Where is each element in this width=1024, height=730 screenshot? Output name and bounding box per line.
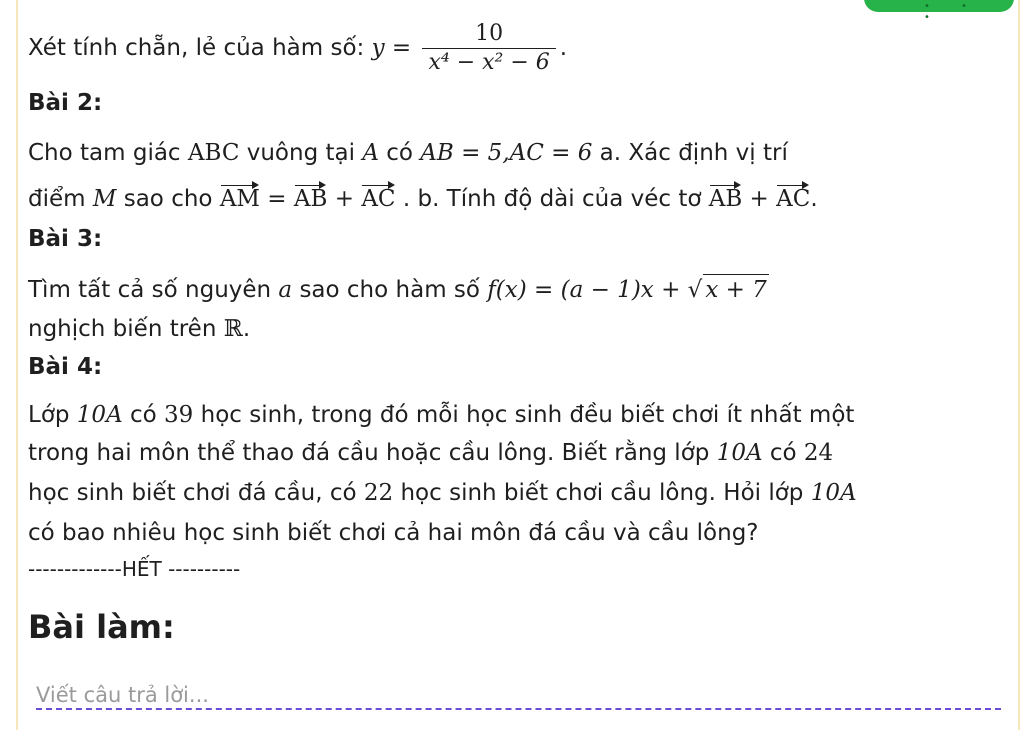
math-a: a [278,277,293,303]
end-marker: -------------HẾT ---------- [28,557,241,581]
text: học sinh, trong đó mỗi học sinh đều biết chơi ít nhất một [193,402,855,428]
bai2-line2 [28,184,818,214]
bai3-line1 [28,274,769,305]
text: điểm [28,186,93,212]
answer-input-placeholder[interactable]: Viết câu trả lời... [36,683,209,707]
plus: + [327,186,362,212]
bai4-line4 [28,518,759,548]
bai1-statement [28,20,567,77]
math-abc: ABC [187,140,240,166]
text: có [122,402,165,428]
bai3-line2 [28,314,250,344]
green-action-pill[interactable]: • • • [864,0,1014,12]
plus: + [742,186,777,212]
text: Lớp [28,402,77,428]
period: . [810,186,818,212]
text: vuông tại [239,140,363,166]
answer-title: Bài làm: [28,608,175,646]
answer-input-underline[interactable] [36,708,1001,710]
text: có bao nhiêu học sinh biết chơi cả hai môn đá cầu và cầu lông? [28,520,759,546]
text: sao cho [116,186,220,212]
fraction [422,20,555,77]
vector-ab: AB [708,186,743,212]
text: học sinh biết chơi cầu lông. Hỏi lớp [393,480,811,506]
bai3-title: Bài 3: [28,226,103,252]
text: Cho tam giác [28,140,188,166]
number: 39 [164,402,194,428]
text: nghịch biến trên [28,316,224,342]
text: Tìm tất cả số nguyên [28,277,279,303]
text: trong hai môn thể thao đá cầu hoặc cầu lông. Biết rằng lớp [28,440,717,466]
math-m: M [92,186,117,212]
math-a: A [362,140,379,166]
number: 24 [803,440,834,466]
math-class: 10A [810,480,857,506]
text: có [762,440,804,466]
sqrt-sign: √ [687,277,703,303]
vector-ac: AC [776,186,811,212]
math-class: 10A [716,440,763,466]
vector-ab: AB [293,186,328,212]
text: học sinh biết chơi đá cầu, có [28,480,364,506]
bai4-title: Bài 4: [28,354,103,380]
number: 22 [363,480,394,506]
fraction-denominator: x⁴ − x² − 6 [422,48,555,77]
math-equation: AB = 5,AC = 6 [420,140,593,166]
text: có [378,140,421,166]
vector-am: AM [219,186,260,212]
math-real-set: ℝ [223,316,243,342]
text: a. Xác định vị trí [592,140,788,166]
fraction-numerator: 10 [475,21,504,46]
math-y: y = [371,35,412,61]
bai4-line2 [28,438,833,468]
bai2-line1 [28,138,788,168]
period: . [559,35,568,61]
sqrt-argument: x + 7 [703,274,769,305]
math-class: 10A [76,402,123,428]
period: . [242,316,251,342]
text: . b. Tính độ dài của véc tơ [395,186,709,212]
text: Xét tính chẵn, lẻ của hàm số: [28,35,372,61]
bai4-line1 [28,400,854,430]
bai2-title: Bài 2: [28,90,103,116]
bai4-line3 [28,478,857,508]
vector-ac: AC [361,186,396,212]
equals: = [259,186,294,212]
text: sao cho hàm số [292,277,488,303]
math-function: f(x) = (a − 1)x + [487,277,688,303]
